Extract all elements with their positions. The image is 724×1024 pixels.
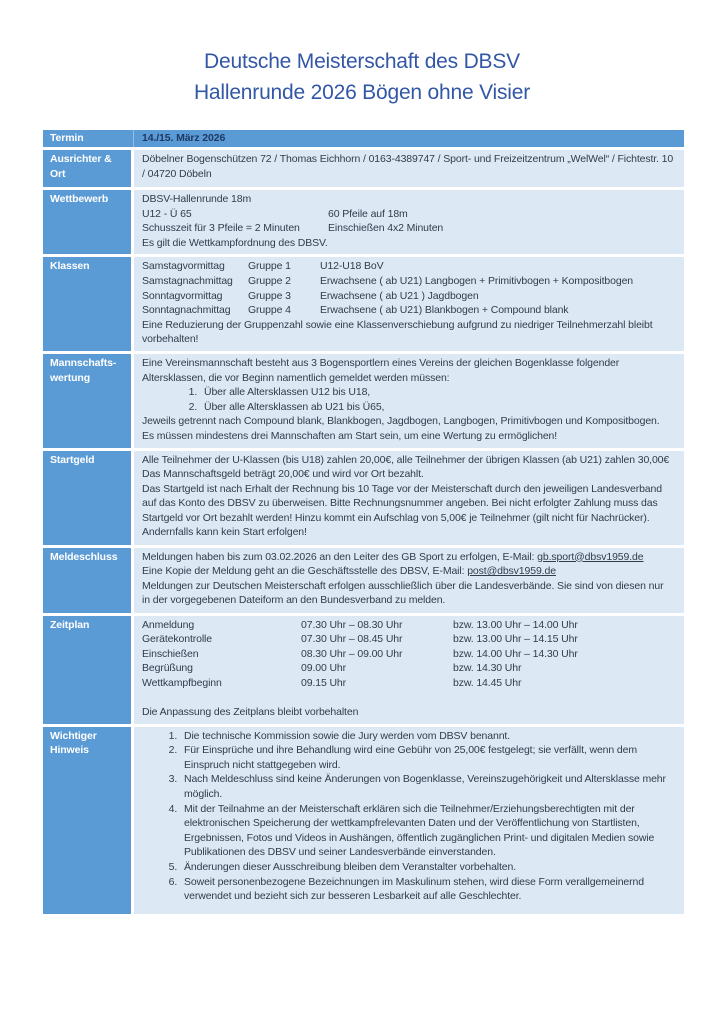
klassen-group: Gruppe 1 bbox=[248, 260, 291, 273]
email-link-post[interactable]: post@dbsv1959.de bbox=[467, 565, 556, 578]
klassen-session: Samstagvormittag bbox=[142, 260, 225, 273]
document-title bbox=[0, 46, 724, 108]
zeitplan-entry bbox=[142, 647, 674, 662]
meldeschluss-line1 bbox=[142, 550, 674, 565]
startgeld-content bbox=[134, 451, 684, 545]
zeitplan-entry bbox=[142, 661, 674, 676]
wettbewerb-line1: DBSV-Hallenrunde 18m bbox=[142, 193, 252, 205]
hinweis-list-item: 1. Die technische Kommission sowie die Jury werden vom DBSV benannt. bbox=[180, 729, 674, 744]
hinweis-list bbox=[142, 729, 674, 904]
hinweis-list-item: 2. Für Einsprüche und ihre Behandlung wird eine Gebühr von 25,00€ festgelegt; sie verfällt, wenn dem Einspruch nicht stattgegeben wird. bbox=[180, 743, 674, 772]
zeitplan-entry-afternoon: bzw. 14.30 Uhr bbox=[453, 662, 522, 675]
mannschaft-list-item: 2. Über alle Altersklassen ab U21 bis Ü65, bbox=[200, 400, 674, 415]
zeitplan-entry bbox=[142, 676, 674, 691]
meldeschluss-line3: Meldungen zur Deutschen Meisterschaft erfolgen ausschließlich über die Landesverbände. Sie sind von diesen nur in der vorgegebenen Dateiform an den Bundesverband zu melden. bbox=[142, 579, 664, 607]
zeitplan-entry-name: Gerätekontrolle bbox=[142, 633, 212, 646]
klassen-note: Eine Reduzierung der Gruppenzahl sowie eine Klassenverschiebung aufgrund zu niedriger Teilnehmerzahl bleibt vorbehalten! bbox=[142, 318, 653, 346]
email-link-gb-sport[interactable]: gb.sport@dbsv1959.de bbox=[537, 550, 644, 563]
mannschaft-content bbox=[134, 354, 684, 448]
hinweis-list-item: 6. Soweit personenbezogene Bezeichnungen im Maskulinum stehen, wird diese Form verallgemeinernd verwendet und bezieht sich zur besseren Lesbarkeit auf alle Geschlechter. bbox=[180, 875, 674, 904]
zeitplan-entry-name: Einschießen bbox=[142, 647, 199, 660]
row-ausrichter-ort bbox=[43, 150, 684, 187]
wettbewerb-classes-range: U12 - Ü 65 bbox=[142, 207, 192, 220]
hinweis-label: Wichtiger Hinweis bbox=[43, 727, 131, 914]
mannschaft-intro: Eine Vereinsmannschaft besteht aus 3 Bogensportlern eines Vereins der gleichen Bogenklasse folgender Altersklassen, die vor Beginn namentlich gemeldet werden müssen: bbox=[142, 356, 620, 384]
klassen-classes: U12-U18 BoV bbox=[320, 260, 384, 273]
hinweis-list-item: 4. Mit der Teilnahme an der Meisterschaft erklären sich die Teilnehmer/Erziehungsberechtigten mit der elektronischen Speicherung der wettkampfrelevanten Daten und der Veröffentlichung von Startlisten, Ergebnissen, Fotos und Videos in Aushängen, öffentlich zugänglichen Print- und digitalen Medien sowie Publikationen des DBSV und seiner Landesverbände einverstanden. bbox=[180, 802, 674, 860]
klassen-content bbox=[134, 257, 684, 351]
row-mannschaftswertung bbox=[43, 354, 684, 448]
zeitplan-entry-afternoon: bzw. 13.00 Uhr – 14.00 Uhr bbox=[453, 618, 578, 631]
klassen-classes: Erwachsene ( ab U21) Langbogen + Primitivbogen + Kompositbogen bbox=[320, 274, 634, 287]
startgeld-fees: Alle Teilnehmer der U-Klassen (bis U18) zahlen 20,00€, alle Teilnehmer der übrigen Klassen (ab U21) zahlen 30,00€ bbox=[142, 453, 670, 466]
mannschaft-label: Mannschafts-wertung bbox=[43, 354, 131, 448]
klassen-session: Sonntagnachmittag bbox=[142, 304, 231, 317]
klassen-group-row bbox=[142, 289, 674, 304]
row-klassen bbox=[43, 257, 684, 351]
zeitplan-entry bbox=[142, 618, 674, 633]
wettbewerb-label: Wettbewerb bbox=[43, 190, 131, 254]
zeitplan-entry-afternoon: bzw. 14.00 Uhr – 14.30 Uhr bbox=[453, 647, 578, 660]
wettbewerb-content bbox=[134, 190, 684, 254]
meldeschluss-line1-text: Meldungen haben bis zum 03.02.2026 an den Leiter des GB Sport zu erfolgen, E-Mail: bbox=[142, 550, 538, 563]
wettbewerb-line2 bbox=[142, 207, 674, 222]
klassen-group-row bbox=[142, 303, 674, 318]
meldeschluss-line2 bbox=[142, 564, 674, 579]
zeitplan-entry-afternoon: bzw. 14.45 Uhr bbox=[453, 676, 522, 689]
klassen-group: Gruppe 3 bbox=[248, 289, 291, 302]
ausrichter-text: Döbelner Bogenschützen 72 / Thomas Eichhorn / 0163-4389747 / Sport- und Freizeitzentrum „WelWel“ / Fichtestr. 10 / 04720 Döbeln bbox=[134, 150, 684, 187]
klassen-group-row bbox=[142, 274, 674, 289]
hinweis-list-item: 5. Änderungen dieser Ausschreibung bleiben dem Veranstalter vorbehalten. bbox=[180, 860, 674, 875]
zeitplan-entry-morning: 08.30 Uhr – 09.00 Uhr bbox=[301, 647, 403, 660]
wettbewerb-warmup: Einschießen 4x2 Minuten bbox=[328, 222, 444, 235]
zeitplan-entry-name: Wettkampfbeginn bbox=[142, 676, 222, 689]
zeitplan-entry-morning: 07.30 Uhr – 08.30 Uhr bbox=[301, 618, 403, 631]
zeitplan-entry-name: Anmeldung bbox=[142, 618, 195, 631]
row-wichtiger-hinweis bbox=[43, 727, 684, 914]
meldeschluss-content bbox=[134, 548, 684, 613]
zeitplan-entry-name: Begrüßung bbox=[142, 662, 193, 675]
row-zeitplan bbox=[43, 616, 684, 724]
klassen-group: Gruppe 4 bbox=[248, 304, 291, 317]
zeitplan-label: Zeitplan bbox=[43, 616, 131, 724]
zeitplan-entry bbox=[142, 632, 674, 647]
mannschaft-list bbox=[142, 385, 674, 414]
startgeld-payment-terms: Das Startgeld ist nach Erhalt der Rechnung bis 10 Tage vor der Meisterschaft durch den jeweiligen Landesverband auf das Konto des DBSV zu überweisen. Bitte Rechnungsnummer angeben. Bei nicht erfolgter Zahlung muss das Startgeld vor Ort bezahlt werden! Hinzu kommt ein Aufschlag von 5,00€ je Teilnehmer (gilt nicht für Nachrücker). Andernfalls kann kein Start erfolgen! bbox=[142, 482, 662, 539]
row-wettbewerb bbox=[43, 190, 684, 254]
hinweis-list-item: 3. Nach Meldeschluss sind keine Änderungen von Bogenklasse, Vereinszugehörigkeit und Altersklasse mehr möglich. bbox=[180, 772, 674, 801]
row-meldeschluss bbox=[43, 548, 684, 613]
document-title-line1: Deutsche Meisterschaft des DBSV bbox=[204, 50, 520, 73]
wettbewerb-line3 bbox=[142, 221, 674, 236]
zeitplan-content bbox=[134, 616, 684, 724]
zeitplan-entry-morning: 09.00 Uhr bbox=[301, 662, 347, 675]
klassen-session: Samstagnachmittag bbox=[142, 274, 233, 287]
mannschaft-outro: Jeweils getrennt nach Compound blank, Blankbogen, Jagdbogen, Langbogen, Primitivbogen und Kompositbogen. Es müssen mindestens drei Mannschaften am Start sein, um eine Wertung zu ermöglichen! bbox=[142, 415, 660, 442]
klassen-group-row bbox=[142, 259, 674, 274]
announcement-table bbox=[43, 130, 684, 914]
meldeschluss-label: Meldeschluss bbox=[43, 548, 131, 613]
mannschaft-list-item: 1. Über alle Altersklassen U12 bis U18, bbox=[200, 385, 674, 400]
zeitplan-entry-morning: 07.30 Uhr – 08.45 Uhr bbox=[301, 633, 403, 646]
zeitplan-entry-morning: 09.15 Uhr bbox=[301, 676, 347, 689]
klassen-session: Sonntagvormittag bbox=[142, 289, 223, 302]
klassen-classes: Erwachsene ( ab U21 ) Jagdbogen bbox=[320, 289, 479, 302]
row-startgeld bbox=[43, 451, 684, 545]
wettbewerb-arrow-count: 60 Pfeile auf 18m bbox=[328, 207, 408, 220]
klassen-group: Gruppe 2 bbox=[248, 274, 291, 287]
row-termin bbox=[43, 130, 684, 147]
hinweis-content bbox=[134, 727, 684, 914]
klassen-label: Klassen bbox=[43, 257, 131, 351]
zeitplan-entry-afternoon: bzw. 13.00 Uhr – 14.15 Uhr bbox=[453, 633, 578, 646]
wettbewerb-shooting-time: Schusszeit für 3 Pfeile = 2 Minuten bbox=[142, 222, 300, 235]
meldeschluss-line2-text: Eine Kopie der Meldung geht an die Geschäftsstelle des DBSV, E-Mail: bbox=[142, 565, 468, 578]
klassen-classes: Erwachsene ( ab U21) Blankbogen + Compound blank bbox=[320, 304, 569, 317]
startgeld-label: Startgeld bbox=[43, 451, 131, 545]
termin-label: Termin bbox=[43, 130, 134, 147]
startgeld-team-fee: Das Mannschaftsgeld beträgt 20,00€ und wird vor Ort bezahlt. bbox=[142, 468, 424, 481]
termin-value: 14./15. März 2026 bbox=[142, 132, 226, 144]
wettbewerb-rules-note: Es gilt die Wettkampfordnung des DBSV. bbox=[142, 236, 328, 249]
document-title-line2: Hallenrunde 2026 Bögen ohne Visier bbox=[193, 81, 531, 104]
zeitplan-note: Die Anpassung des Zeitplans bleibt vorbehalten bbox=[142, 706, 359, 719]
ausrichter-label: Ausrichter & Ort bbox=[43, 150, 131, 187]
